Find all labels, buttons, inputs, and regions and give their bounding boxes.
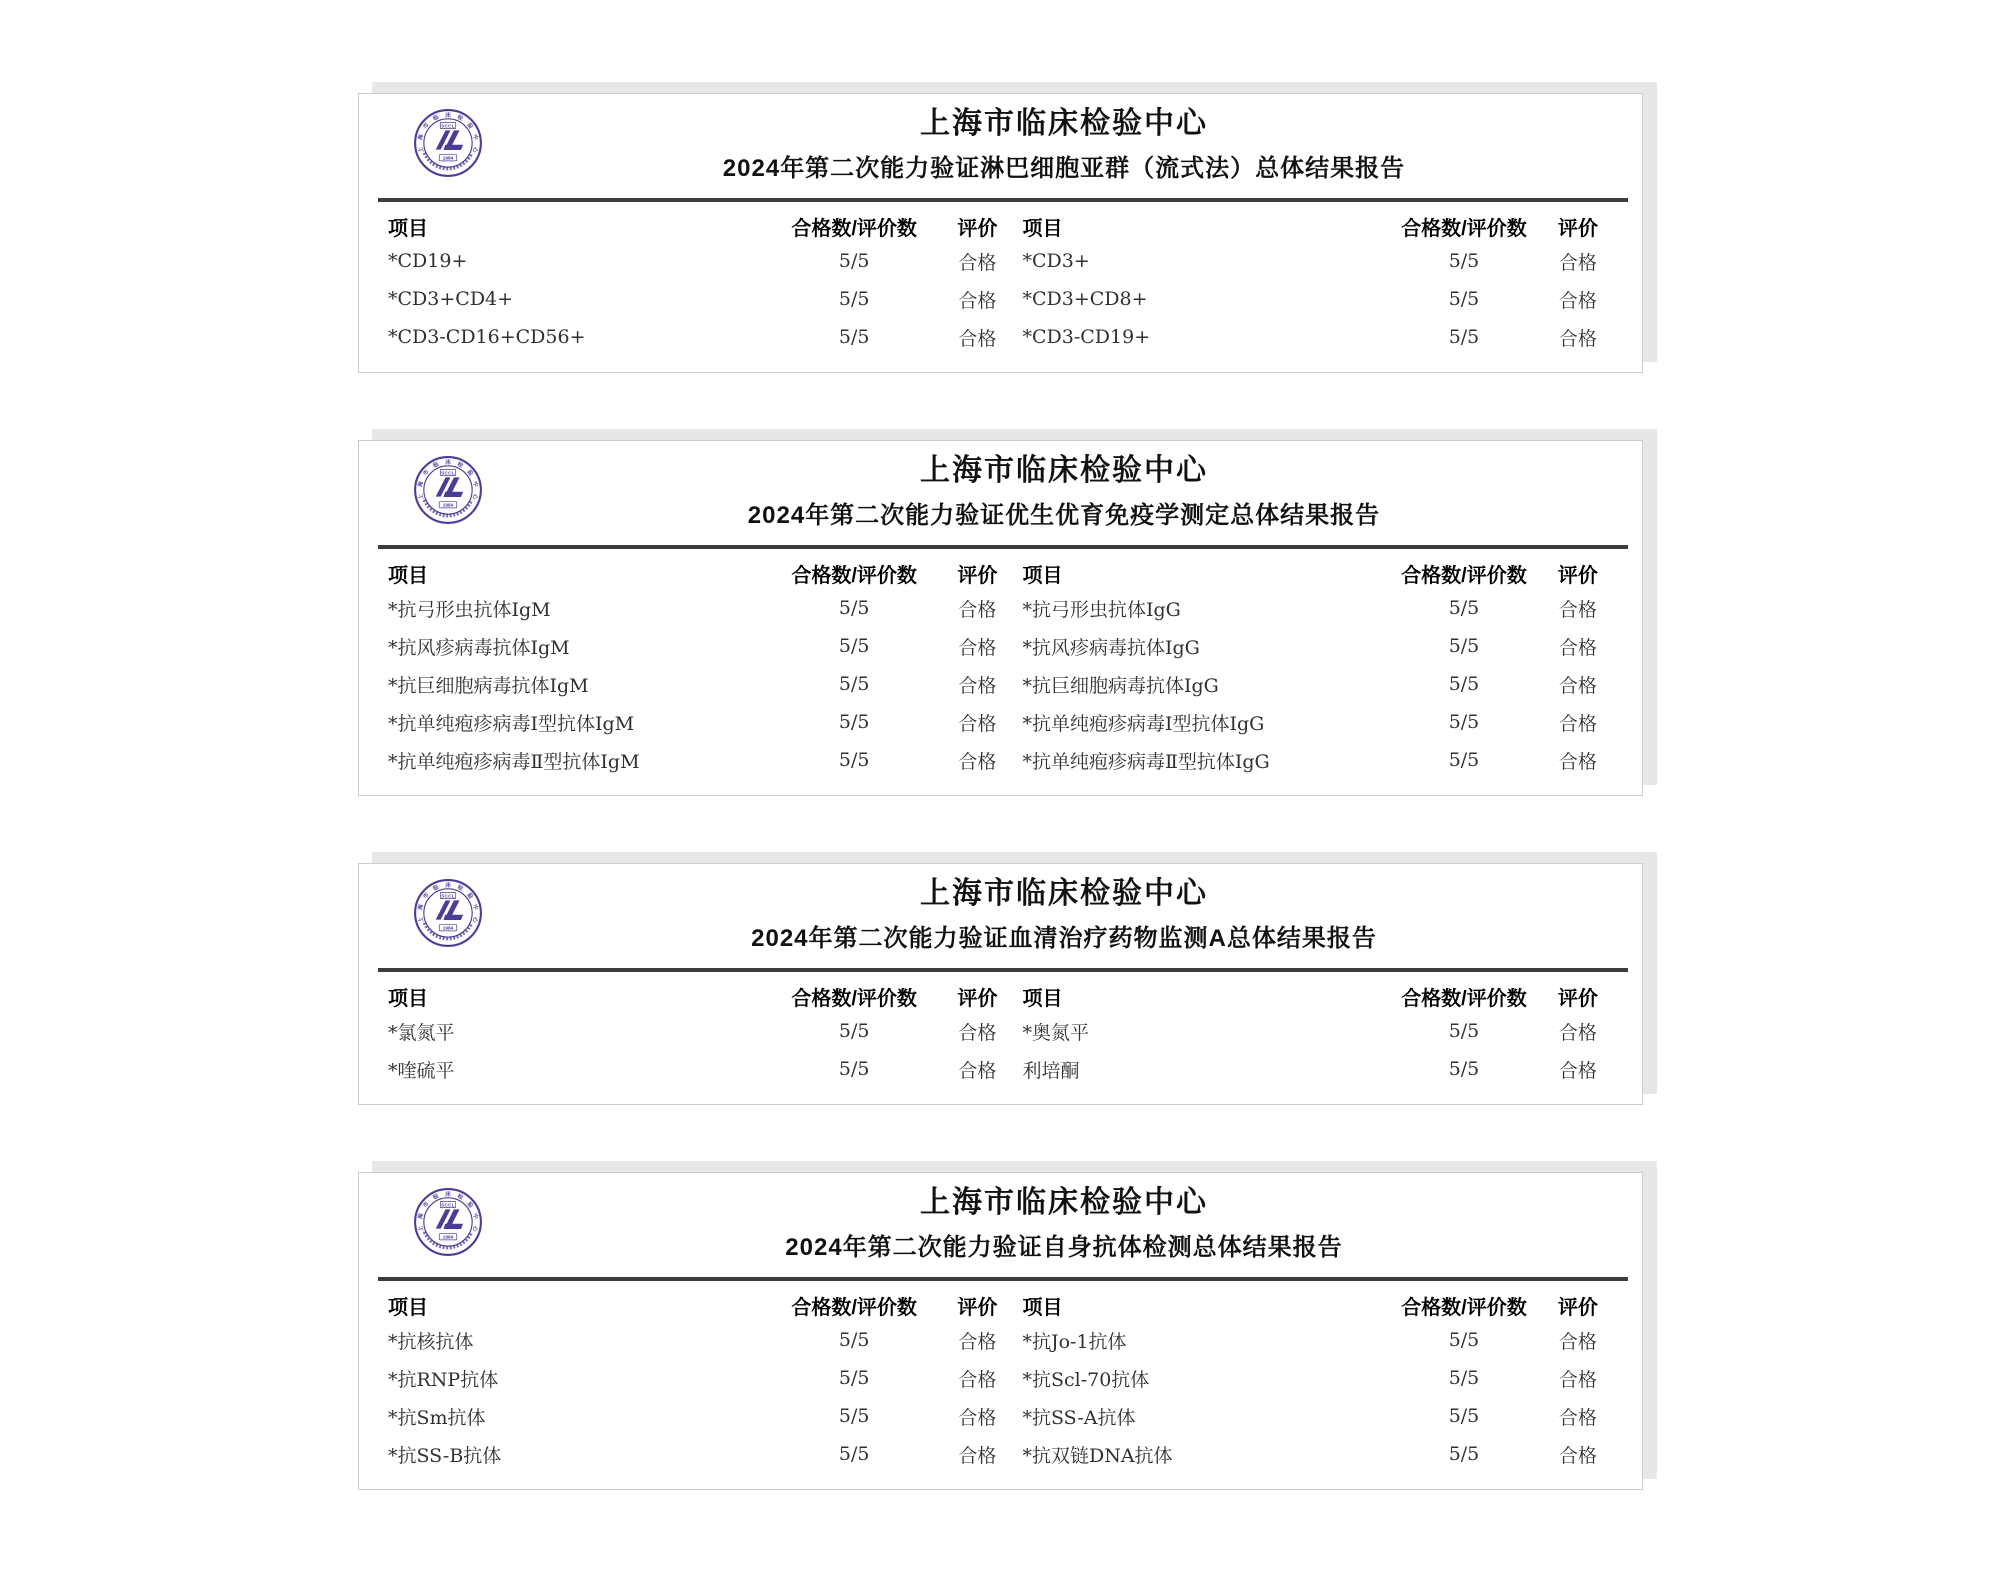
table-row	[386, 589, 1618, 627]
score-cell: 5/5	[838, 673, 870, 695]
score-cell: 5/5	[1448, 1020, 1480, 1042]
grade-cell: 合格	[1558, 1021, 1597, 1044]
score-cell: 5/5	[1448, 1367, 1480, 1389]
logo-year-text: 1984	[442, 503, 454, 509]
item-cell: 利培酮	[1022, 1059, 1080, 1082]
score-cell: 5/5	[1448, 1443, 1480, 1465]
logo-ring-char: 床	[445, 882, 451, 889]
logo-ring-char: 临	[432, 114, 440, 123]
logo-ring-char: 床	[445, 1191, 451, 1198]
logo-ring-char: 上	[417, 916, 426, 924]
grade-cell: 合格	[958, 750, 997, 773]
logo-sccl-text: SCCL	[441, 123, 455, 129]
column-header-score: 合格数/评价数	[791, 1296, 917, 1319]
report-header	[448, 106, 1680, 184]
logo-ring-char: 检	[456, 1193, 464, 1202]
logo-ring-char: 海	[417, 133, 425, 141]
column-header-grade: 评价	[1557, 564, 1598, 587]
item-cell: *喹硫平	[388, 1059, 455, 1082]
grade-cell: 合格	[1558, 1444, 1597, 1467]
grade-cell: 合格	[1558, 674, 1597, 697]
column-header-item: 项目	[1022, 564, 1063, 587]
header-divider	[378, 198, 1628, 202]
item-cell: *CD3+	[1022, 250, 1090, 272]
logo-year-text: 1984	[442, 926, 454, 932]
logo-sccl-text: SCCL	[441, 1202, 455, 1208]
logo-year-text: 1984	[442, 156, 454, 162]
grade-cell: 合格	[958, 289, 997, 312]
item-cell: *抗RNP抗体	[388, 1368, 499, 1391]
item-cell: *抗巨细胞病毒抗体IgM	[388, 674, 589, 697]
score-cell: 5/5	[838, 1443, 870, 1465]
item-cell: *抗Jo-1抗体	[1022, 1330, 1127, 1353]
results-table	[386, 980, 1618, 1088]
table-body	[386, 242, 1618, 356]
item-cell: *抗核抗体	[388, 1330, 474, 1353]
logo-sccl-text: SCCL	[441, 893, 455, 899]
header-divider	[378, 968, 1628, 972]
score-cell: 5/5	[1448, 749, 1480, 771]
item-cell: *抗Scl-70抗体	[1022, 1368, 1150, 1391]
score-cell: 5/5	[838, 749, 870, 771]
grade-cell: 合格	[958, 1021, 997, 1044]
item-cell: *抗单纯疱疹病毒Ⅱ型抗体IgM	[388, 750, 640, 773]
grade-cell: 合格	[1558, 289, 1597, 312]
table-header-row	[386, 1289, 1618, 1321]
report-subtitle: 2024年第二次能力验证淋巴细胞亚群（流式法）总体结果报告	[722, 155, 1406, 182]
grade-cell: 合格	[1558, 636, 1597, 659]
score-cell: 5/5	[1448, 635, 1480, 657]
logo-ring-char: 临	[432, 884, 440, 893]
column-header-score: 合格数/评价数	[1401, 217, 1527, 240]
results-table	[386, 557, 1618, 779]
logo-ring-char: 检	[456, 461, 464, 470]
logo-ring-char: 验	[465, 1201, 474, 1210]
score-cell: 5/5	[838, 1405, 870, 1427]
score-cell: 5/5	[838, 597, 870, 619]
grade-cell: 合格	[958, 712, 997, 735]
logo-ring-char: 中	[471, 1212, 479, 1220]
grade-cell: 合格	[1558, 251, 1597, 274]
table-row	[386, 242, 1618, 280]
score-cell: 5/5	[838, 1020, 870, 1042]
logo-ring-char: 上	[417, 146, 426, 154]
report-title: 上海市临床检验中心	[920, 877, 1208, 910]
score-cell: 5/5	[1448, 1058, 1480, 1080]
score-cell: 5/5	[1448, 711, 1480, 733]
logo-ring-char: 临	[432, 461, 440, 470]
table-row	[386, 1050, 1618, 1088]
logo-ring-char: 上	[417, 493, 426, 501]
table-row	[386, 280, 1618, 318]
column-header-item: 项目	[1022, 987, 1063, 1010]
item-cell: *抗弓形虫抗体IgM	[388, 598, 551, 621]
logo-ring-char: 验	[465, 892, 474, 901]
column-header-grade: 评价	[1557, 987, 1598, 1010]
score-cell: 5/5	[838, 1367, 870, 1389]
item-cell: *抗单纯疱疹病毒Ⅱ型抗体IgG	[1022, 750, 1270, 773]
report-header	[448, 1185, 1680, 1263]
column-header-grade: 评价	[957, 1296, 998, 1319]
grade-cell: 合格	[1558, 1330, 1597, 1353]
score-cell: 5/5	[838, 1058, 870, 1080]
column-header-item: 项目	[1022, 217, 1063, 240]
column-header-grade: 评价	[957, 987, 998, 1010]
logo-ring-char: 心	[470, 1225, 479, 1233]
grade-cell: 合格	[958, 1059, 997, 1082]
score-cell: 5/5	[1448, 326, 1480, 348]
grade-cell: 合格	[958, 1368, 997, 1391]
logo-ring-char: 中	[471, 903, 479, 911]
column-header-item: 项目	[388, 217, 428, 240]
table-body	[386, 589, 1618, 779]
grade-cell: 合格	[958, 636, 997, 659]
score-cell: 5/5	[838, 635, 870, 657]
table-row	[386, 741, 1618, 779]
table-header-row	[386, 210, 1618, 242]
logo-year-text: 1984	[442, 1235, 454, 1241]
table-row	[386, 1397, 1618, 1435]
logo-ring-char: 检	[456, 114, 464, 123]
logo-ring-char: 上	[417, 1225, 426, 1233]
report-card	[358, 1172, 1643, 1490]
column-header-grade: 评价	[1557, 217, 1598, 240]
table-row	[386, 703, 1618, 741]
item-cell: *CD19+	[388, 250, 468, 272]
column-header-item: 项目	[388, 987, 428, 1010]
grade-cell: 合格	[958, 1406, 997, 1429]
grade-cell: 合格	[1558, 327, 1597, 350]
score-cell: 5/5	[838, 326, 870, 348]
logo-ring-char: 市	[422, 469, 431, 478]
grade-cell: 合格	[1558, 750, 1597, 773]
table-row	[386, 318, 1618, 356]
score-cell: 5/5	[1448, 250, 1480, 272]
column-header-score: 合格数/评价数	[791, 564, 917, 587]
grade-cell: 合格	[958, 1444, 997, 1467]
logo-ring-char: 床	[445, 112, 451, 119]
logo-ring-char: 验	[465, 122, 474, 131]
grade-cell: 合格	[958, 674, 997, 697]
item-cell: *抗巨细胞病毒抗体IgG	[1022, 674, 1219, 697]
logo-ring-char: 临	[432, 1193, 440, 1202]
score-cell: 5/5	[838, 711, 870, 733]
logo-ring-char: 心	[470, 916, 479, 924]
column-header-item: 项目	[1022, 1296, 1063, 1319]
column-header-score: 合格数/评价数	[1401, 1296, 1527, 1319]
column-header-item: 项目	[388, 564, 428, 587]
table-row	[386, 627, 1618, 665]
grade-cell: 合格	[1558, 1406, 1597, 1429]
item-cell: *奥氮平	[1022, 1021, 1089, 1044]
table-row	[386, 1012, 1618, 1050]
table-header-row	[386, 980, 1618, 1012]
item-cell: *CD3+CD4+	[388, 288, 514, 310]
table-body	[386, 1012, 1618, 1088]
score-cell: 5/5	[838, 1329, 870, 1351]
column-header-item: 项目	[388, 1296, 428, 1319]
report-card	[358, 93, 1643, 373]
column-header-grade: 评价	[1557, 1296, 1598, 1319]
grade-cell: 合格	[1558, 1059, 1597, 1082]
logo-ring-char: 海	[417, 903, 425, 911]
grade-cell: 合格	[1558, 1368, 1597, 1391]
report-subtitle: 2024年第二次能力验证血清治疗药物监测A总体结果报告	[751, 925, 1377, 952]
grade-cell: 合格	[958, 251, 997, 274]
item-cell: *CD3+CD8+	[1022, 288, 1148, 310]
score-cell: 5/5	[1448, 1329, 1480, 1351]
column-header-score: 合格数/评价数	[1401, 987, 1527, 1010]
report-subtitle: 2024年第二次能力验证优生优育免疫学测定总体结果报告	[747, 502, 1381, 529]
item-cell: *抗单纯疱疹病毒Ⅰ型抗体IgM	[388, 712, 635, 735]
score-cell: 5/5	[1448, 1405, 1480, 1427]
logo-ring-char: 检	[456, 884, 464, 893]
score-cell: 5/5	[838, 288, 870, 310]
item-cell: *抗双链DNA抗体	[1022, 1444, 1173, 1467]
logo-ring-char: 海	[417, 1212, 425, 1220]
item-cell: *抗单纯疱疹病毒Ⅰ型抗体IgG	[1022, 712, 1265, 735]
column-header-score: 合格数/评价数	[791, 987, 917, 1010]
logo-ring-char: 市	[422, 892, 431, 901]
header-divider	[378, 1277, 1628, 1281]
grade-cell: 合格	[958, 327, 997, 350]
item-cell: *抗风疹病毒抗体IgM	[388, 636, 570, 659]
logo-ring-char: 市	[422, 122, 431, 131]
results-table	[386, 1289, 1618, 1473]
item-cell: *抗Sm抗体	[388, 1406, 486, 1429]
item-cell: *CD3-CD16+CD56+	[388, 326, 586, 348]
item-cell: *CD3-CD19+	[1022, 326, 1151, 348]
grade-cell: 合格	[1558, 598, 1597, 621]
grade-cell: 合格	[1558, 712, 1597, 735]
report-header	[448, 453, 1680, 531]
score-cell: 5/5	[1448, 597, 1480, 619]
logo-ring-char: 心	[470, 146, 479, 154]
results-table	[386, 210, 1618, 356]
column-header-grade: 评价	[957, 217, 998, 240]
report-card	[358, 440, 1643, 796]
column-header-grade: 评价	[957, 564, 998, 587]
column-header-score: 合格数/评价数	[791, 217, 917, 240]
report-card	[358, 863, 1643, 1105]
header-divider	[378, 545, 1628, 549]
score-cell: 5/5	[1448, 673, 1480, 695]
score-cell: 5/5	[1448, 288, 1480, 310]
logo-ring-char: 市	[422, 1201, 431, 1210]
table-row	[386, 1359, 1618, 1397]
logo-ring-char: 心	[470, 493, 479, 501]
logo-ring-char: 床	[445, 459, 451, 466]
item-cell: *抗SS-A抗体	[1022, 1406, 1136, 1429]
logo-ring-char: 验	[465, 469, 474, 478]
grade-cell: 合格	[958, 598, 997, 621]
logo-ring-char: 中	[471, 133, 479, 141]
logo-sccl-text: SCCL	[441, 470, 455, 476]
logo-ring-char: 中	[471, 480, 479, 488]
report-title: 上海市临床检验中心	[920, 454, 1208, 487]
column-header-score: 合格数/评价数	[1401, 564, 1527, 587]
report-title: 上海市临床检验中心	[920, 107, 1208, 140]
table-row	[386, 665, 1618, 703]
logo-ring-char: 海	[417, 480, 425, 488]
item-cell: *抗SS-B抗体	[388, 1444, 502, 1467]
table-row	[386, 1321, 1618, 1359]
table-row	[386, 1435, 1618, 1473]
report-title: 上海市临床检验中心	[920, 1186, 1208, 1219]
table-body	[386, 1321, 1618, 1473]
report-subtitle: 2024年第二次能力验证自身抗体检测总体结果报告	[785, 1234, 1343, 1261]
item-cell: *氯氮平	[388, 1021, 455, 1044]
grade-cell: 合格	[958, 1330, 997, 1353]
item-cell: *抗弓形虫抗体IgG	[1022, 598, 1181, 621]
table-header-row	[386, 557, 1618, 589]
score-cell: 5/5	[838, 250, 870, 272]
item-cell: *抗风疹病毒抗体IgG	[1022, 636, 1200, 659]
report-header	[448, 876, 1680, 954]
